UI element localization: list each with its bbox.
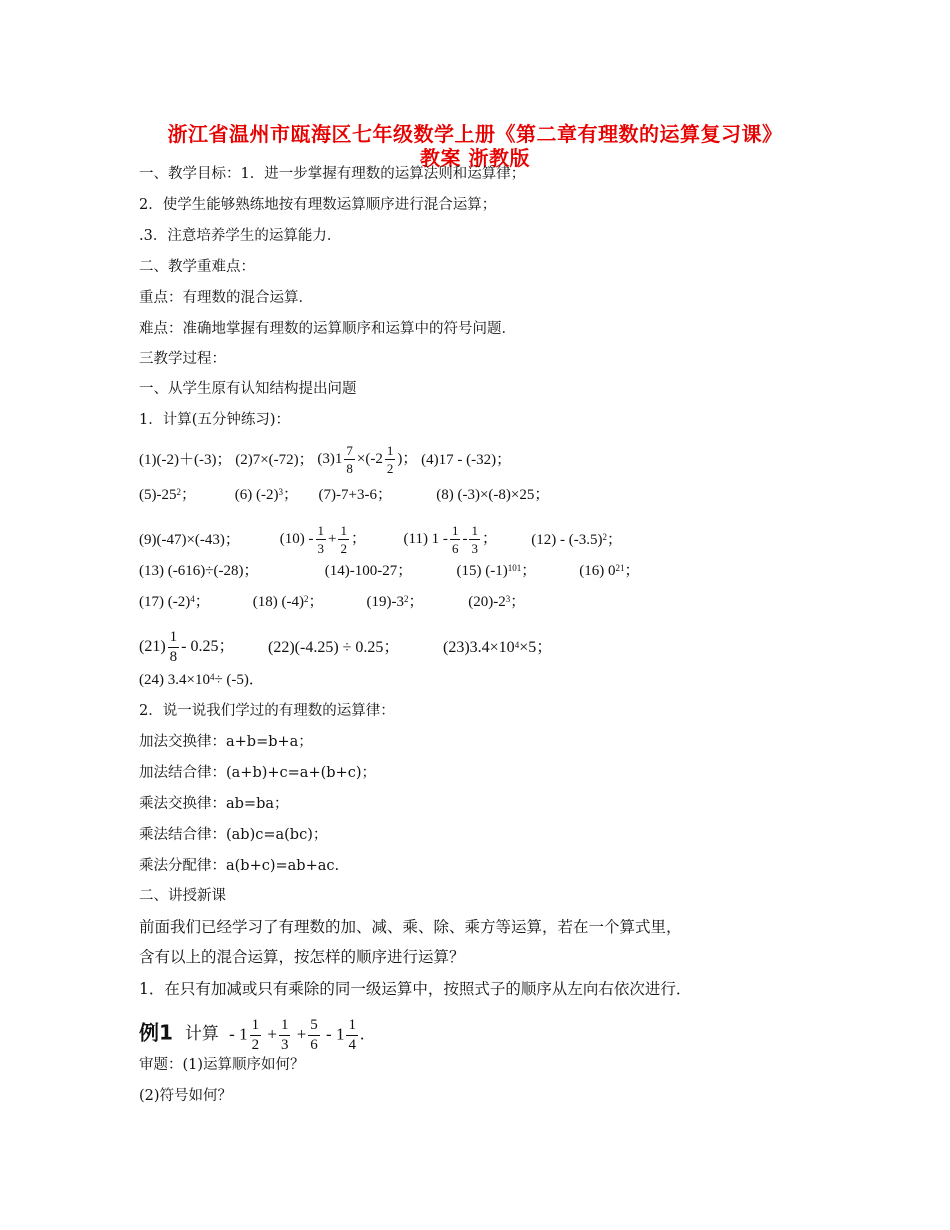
exercise-21-prefix: (21) [139,638,166,656]
exercise-1: (1)(-2)＋(-3)； [139,451,232,468]
fraction [450,524,461,555]
keypoints-header: 二、教学重难点： [139,259,255,275]
fraction-numerator: 1 [279,1018,291,1036]
exercise-15-base: (15) (-1) [456,562,508,579]
exercise-row-6 [139,630,552,665]
fraction [338,524,349,555]
exercise-24 [139,671,264,689]
fraction-denominator: 2 [340,541,347,556]
fraction-denominator: 6 [451,541,459,556]
exercise-5-suffix: ； [181,486,197,503]
exercise-3-middle: ×(-2 [356,450,383,467]
exercise-23 [443,639,552,657]
objectives-header: 一、教学目标：1．进一步掌握有理数的运算法则和运算律； [139,166,526,182]
exercise-21 [139,630,264,665]
lecture-paragraph-1: 前面我们已经学习了有理数的加、减、乘、除、乘方等运算，若在一个算式里， [139,918,682,936]
laws-header: 2．说一说我们学过的有理数的运算律： [139,703,395,719]
law-mul-associative: 乘法结合律：(ab)c=a(bc)； [139,827,328,843]
fraction-denominator: 6 [310,1037,318,1053]
exercise-23-suffix: ×5； [519,638,553,656]
exercise-3-prefix: (3)1 [317,450,343,467]
term-sign: - 1 [229,1024,248,1044]
exercise-17 [139,593,249,611]
fraction-numerator: 1 [471,523,478,538]
exponent: 3 [505,593,511,604]
keypoint-difficulty: 难点：准确地掌握有理数的运算顺序和运算中的符号问题． [139,321,516,337]
exponent: 2 [602,531,607,542]
exercise-6-suffix: ； [282,486,298,503]
fraction [346,1018,358,1053]
exponent: 4 [190,593,195,604]
operator: - [462,530,468,547]
exercise-8: (8) (-3)×(-8)×25； [436,486,550,503]
exercise-12-suffix: ； [606,531,622,548]
fraction [308,1018,320,1053]
fraction [344,444,355,475]
exercise-12-base: (12) - (-3.5) [531,531,603,548]
example-1 [139,1018,364,1053]
exercise-3 [317,444,417,475]
process-section-1: 一、从学生原有认知结构提出问题 [139,381,357,397]
exercise-24-base: (24) 3.4×10 [139,671,210,688]
exercise-22: (22)(-4.25) ÷ 0.25； [268,638,400,656]
law-add-associative: 加法结合律：(a+b)+c=a+(b+c)； [139,765,376,781]
exercise-row-4 [139,561,640,580]
exercise-14: (14)-100-27； [324,562,413,579]
lecture-paragraph-2: 含有以上的混合运算，按怎样的顺序进行运算？ [139,948,465,966]
exercise-17-suffix: ； [194,593,210,610]
exercise-6 [235,486,315,504]
exercise-3-suffix: )； [397,450,418,467]
keypoint-focus: 重点：有理数的混合运算． [139,290,313,306]
exponent: 21 [615,562,625,573]
exercise-row-3 [139,524,622,555]
fraction [168,630,180,665]
law-distributive: 乘法分配律：a(b+c)=ab+ac. [139,858,340,874]
exercise-11-prefix: (11) 1 - [403,530,448,547]
exponent: 3 [278,486,283,497]
fraction-denominator: 3 [280,1037,289,1053]
operator: + [328,530,337,547]
term-sign: + [267,1024,277,1044]
exercise-19-base: (19)-3 [366,593,404,610]
exercise-prompt: 1．计算(五分钟练习)： [139,412,291,428]
exercise-19 [367,593,465,611]
fraction-numerator: 1 [386,443,394,458]
fraction [250,1018,262,1053]
exponent: 4 [209,671,215,682]
exercise-17-base: (17) (-2) [139,593,191,610]
fraction-numerator: 1 [346,1018,358,1036]
exercise-9: (9)(-47)×(-43)； [139,531,240,548]
fraction-numerator: 5 [308,1018,320,1036]
exercise-row-7 [139,670,264,689]
lecture-header: 二、讲授新课 [139,888,226,904]
exponent: 101 [507,562,522,573]
exercise-16 [579,562,639,580]
lecture-rule-1: 1．在只有加减或只有乘除的同一级运算中，按照式子的顺序从左向右依次进行． [139,980,692,998]
fraction-denominator: 8 [169,649,178,665]
page-title-line2: 教案 浙教版 [420,146,530,170]
exponent: 4 [514,639,520,650]
exercise-7: (7)-7+3-6； [318,486,392,503]
example-instruction: 计算 [184,1024,219,1045]
exercise-11-suffix: ； [481,530,497,547]
exercise-18 [253,593,363,611]
fraction-denominator: 2 [386,461,394,476]
exercise-4: (4)17 - (-32)； [421,451,512,468]
exercise-6-base: (6) (-2) [234,486,279,503]
exercise-20-base: (20)-2 [468,593,506,610]
fraction-denominator: 2 [251,1037,260,1053]
fraction-numerator: 1 [250,1018,262,1036]
exercise-16-suffix: ； [624,562,640,579]
exercise-10 [280,524,400,555]
exercise-11 [404,524,528,555]
example-label: 例1 [139,1020,173,1045]
page-title-line1: 浙江省温州市瓯海区七年级数学上册《第二章有理数的运算复习课》 [167,122,783,146]
exercise-23-base: (23)3.4×10 [443,638,515,656]
exercise-21-suffix: - 0.25； [181,638,235,656]
fraction-numerator: 1 [340,523,347,538]
exercise-13: (13) (-616)÷(-28)； [139,562,259,579]
process-header: 三教学过程： [139,351,226,367]
term-sign: - 1 [326,1024,345,1044]
review-header: 审题：(1)运算顺序如何？ [139,1057,305,1073]
fraction [316,524,327,555]
objective-item-2: 2．使学生能够熟练地按有理数运算顺序进行混合运算； [139,197,497,213]
review-question-2: (2)符号如何？ [139,1088,233,1104]
exercise-10-prefix: (10) - [279,530,314,547]
example-end: . [359,1024,365,1044]
exercise-5 [139,486,231,504]
fraction-numerator: 7 [346,443,353,458]
exercise-20-suffix: ； [510,593,526,610]
fraction-numerator: 1 [451,523,459,538]
exponent: 2 [176,486,181,497]
law-mul-commutative: 乘法交换律：ab=ba； [139,796,289,812]
objective-item-3: .3．注意培养学生的运算能力． [139,228,342,244]
exercise-2: (2)7×(-72)； [235,451,314,468]
fraction-denominator: 3 [317,541,324,556]
exercise-row-2 [139,485,549,504]
law-add-commutative: 加法交换律：a+b=b+a； [139,734,313,750]
fraction-numerator: 1 [317,523,324,538]
fraction-denominator: 4 [348,1037,356,1053]
fraction [385,444,396,475]
exercise-row-5 [139,592,525,611]
exercise-20 [468,593,525,611]
term-sign: + [296,1024,307,1044]
exercise-24-suffix: ÷ (-5)． [214,671,264,688]
exercise-15 [457,562,576,580]
exercise-18-suffix: ； [308,593,324,610]
exercise-5-base: (5)-25 [139,486,177,503]
fraction [279,1018,291,1053]
exercise-19-suffix: ； [408,593,424,610]
fraction [469,524,480,555]
exponent: 2 [303,593,309,604]
exercise-15-suffix: ； [521,562,537,579]
exercise-18-base: (18) (-4) [252,593,304,610]
fraction-numerator: 1 [168,630,180,648]
exercise-16-base: (16) 0 [579,562,616,579]
exercise-row-1 [139,444,511,475]
exercise-12 [531,531,622,549]
exercise-10-suffix: ； [350,530,366,547]
fraction-denominator: 8 [346,461,353,476]
fraction-denominator: 3 [471,541,478,556]
exponent: 2 [404,593,409,604]
